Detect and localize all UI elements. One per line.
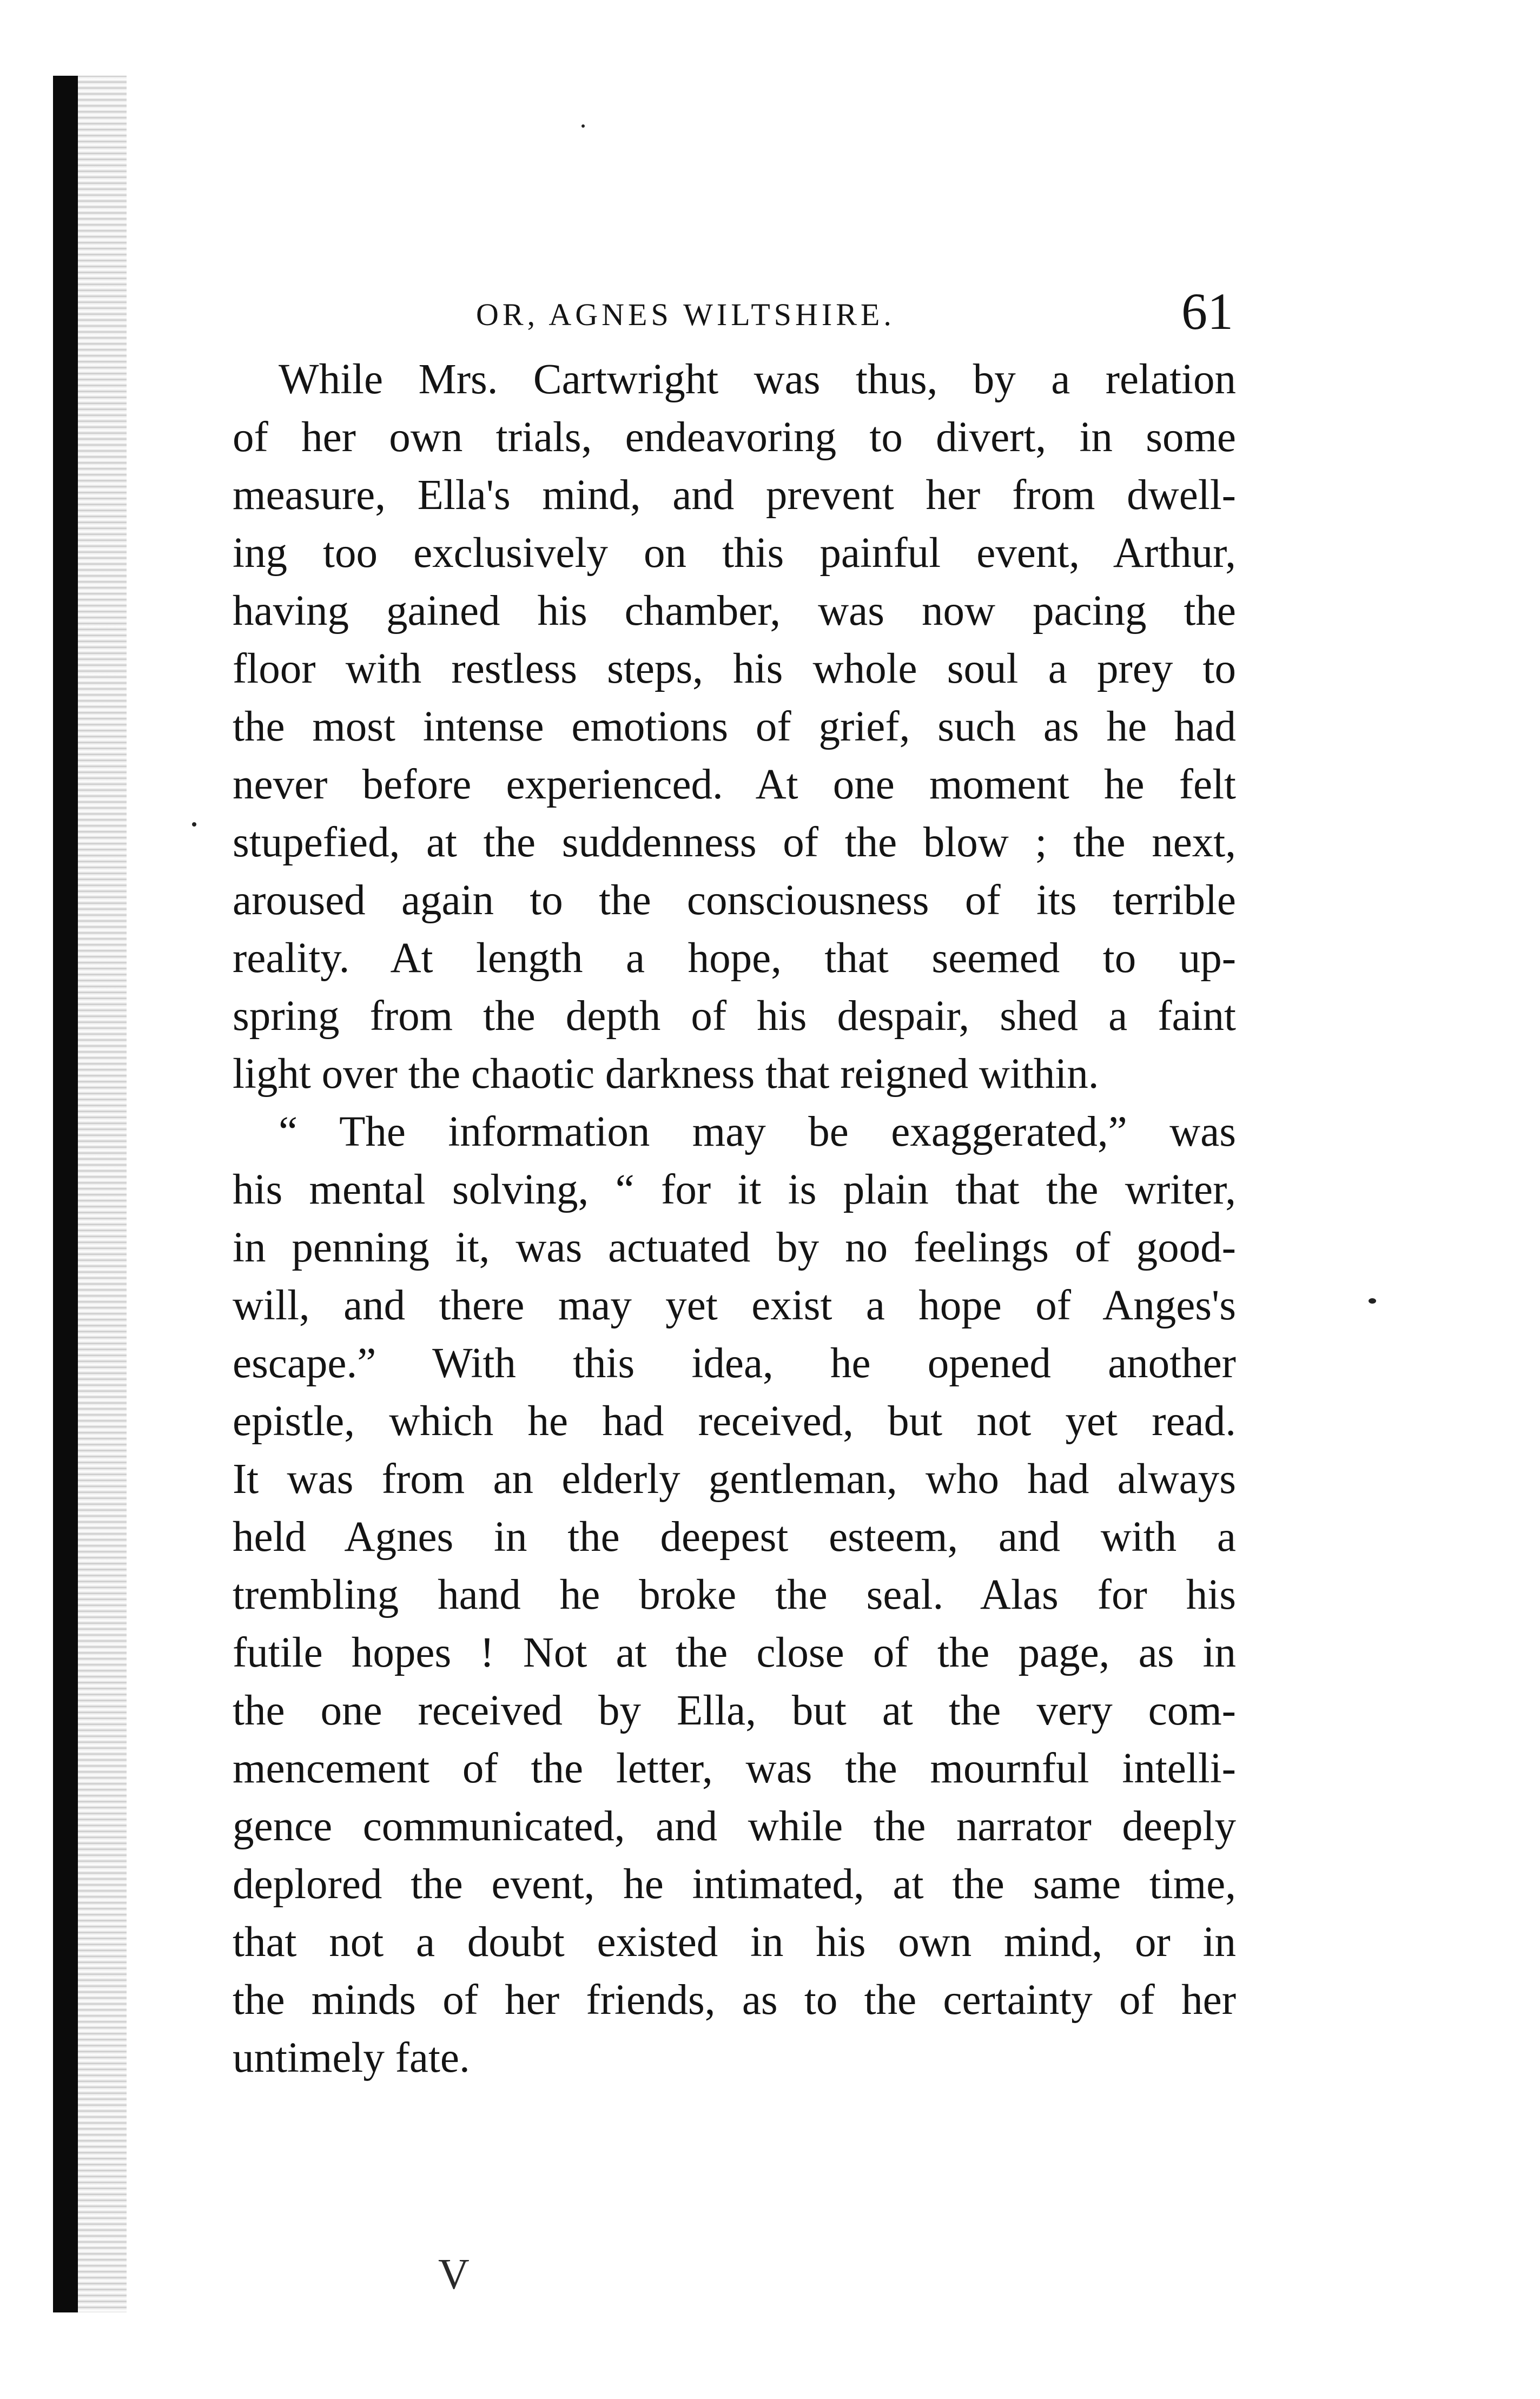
text-line: epistle, which he had received, but not yet read.	[233, 1398, 1236, 1445]
text-line: mencement of the letter, was the mournful intelli-	[233, 1745, 1236, 1792]
ink-speck	[1369, 1298, 1376, 1304]
text-line: of her own trials, endeavoring to divert, in some	[233, 414, 1236, 461]
running-head	[233, 281, 1233, 346]
text-line: trembling hand he broke the seal. Alas for his	[233, 1571, 1236, 1618]
text-line: his mental solving, “ for it is plain that the writer,	[233, 1166, 1236, 1213]
page-number: 61	[1181, 282, 1233, 340]
text-line: held Agnes in the deepest esteem, and with a	[233, 1514, 1236, 1561]
text-line: untimely fate.	[233, 2034, 470, 2081]
running-title: OR, AGNES WILTSHIRE.	[476, 297, 895, 332]
ink-speck	[192, 822, 196, 827]
signature-mark: V	[438, 2251, 470, 2298]
text-line: never before experienced. At one moment he felt	[233, 761, 1236, 808]
text-line: futile hopes ! Not at the close of the page, as in	[233, 1629, 1236, 1676]
body-text	[233, 351, 1236, 2087]
text-line: the one received by Ella, but at the very com-	[233, 1687, 1236, 1734]
binding-texture	[78, 76, 127, 2312]
text-line: “ The information may be exaggerated,” was	[279, 1108, 1236, 1155]
text-line: stupefied, at the suddenness of the blow ; the next,	[233, 819, 1236, 866]
text-line: that not a doubt existed in his own mind, or in	[233, 1919, 1236, 1966]
text-line: the minds of her friends, as to the certainty of her	[233, 1977, 1236, 2024]
text-line: aroused again to the consciousness of its terrible	[233, 877, 1236, 924]
text-line: will, and there may yet exist a hope of Anges's	[233, 1282, 1236, 1329]
binding-shadow	[53, 76, 78, 2312]
text-line: in penning it, was actuated by no feelings of good-	[233, 1224, 1236, 1271]
text-line: gence communicated, and while the narrator deeply	[233, 1803, 1236, 1850]
text-line: It was from an elderly gentleman, who had always	[233, 1456, 1236, 1503]
text-line: the most intense emotions of grief, such as he had	[233, 703, 1236, 750]
text-line: spring from the depth of his despair, shed a faint	[233, 993, 1236, 1040]
text-line: reality. At length a hope, that seemed to up-	[233, 935, 1236, 982]
text-line: escape.” With this idea, he opened another	[233, 1340, 1236, 1387]
text-line: floor with restless steps, his whole soul a prey to	[233, 645, 1236, 692]
ink-speck	[581, 124, 585, 128]
text-line: light over the chaotic darkness that reigned within.	[233, 1050, 1099, 1098]
text-line: measure, Ella's mind, and prevent her from dwell-	[233, 472, 1236, 519]
text-line: ing too exclusively on this painful event, Arthur,	[233, 530, 1236, 577]
text-line: deplored the event, he intimated, at the same time,	[233, 1861, 1236, 1908]
text-line: While Mrs. Cartwright was thus, by a relation	[279, 356, 1236, 403]
text-line: having gained his chamber, was now pacing the	[233, 587, 1236, 635]
